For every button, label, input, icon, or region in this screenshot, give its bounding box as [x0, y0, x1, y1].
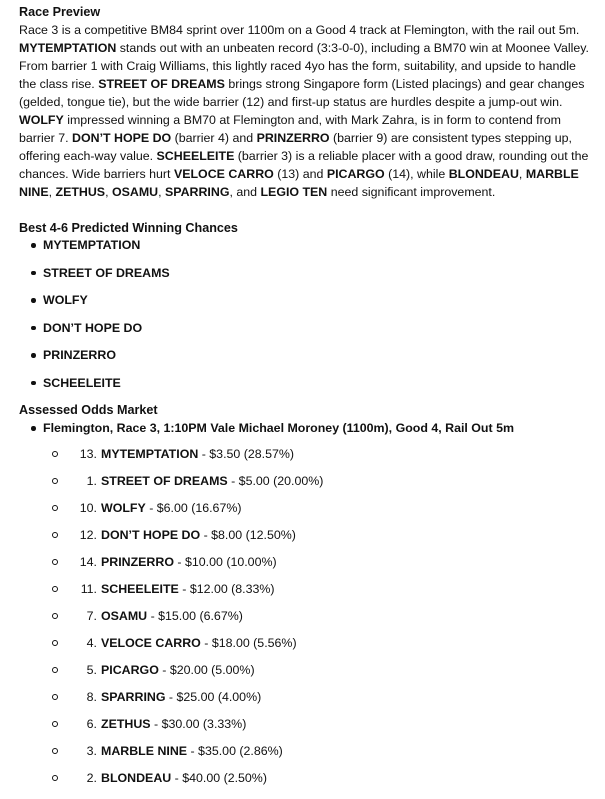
runner-name: SCHEELEITE — [101, 582, 179, 596]
runner-item — [52, 580, 595, 607]
runner-item — [52, 499, 595, 526]
runner-number: 13. — [79, 447, 97, 461]
pick-item: WOLFY — [26, 292, 595, 320]
runner-price: - $30.00 (3.33%) — [150, 717, 247, 731]
runner-number: 2. — [86, 771, 97, 785]
runner-price: - $12.00 (8.33%) — [178, 582, 275, 596]
pick-item: MYTEMPTATION — [26, 237, 595, 265]
runner-item — [52, 634, 595, 661]
best-chances-heading: Best 4-6 Predicted Winning Chances — [19, 221, 238, 235]
runner-item — [52, 553, 595, 580]
runner-name: PRINZERRO — [101, 555, 174, 569]
runner-name: DON’T HOPE DO — [101, 528, 201, 542]
runner-price: - $35.00 (2.86%) — [187, 744, 283, 758]
runner-number: 10. — [79, 501, 97, 515]
runner-item — [52, 661, 595, 688]
runner-price: - $3.50 (28.57%) — [198, 447, 295, 461]
pick-item: SCHEELEITE — [26, 375, 595, 403]
runner-number: 4. — [86, 636, 97, 650]
runner-number: 11. — [80, 582, 97, 596]
runner-price: - $8.00 (12.50%) — [200, 528, 296, 542]
race-preview-heading: Race Preview — [19, 5, 101, 19]
runner-number: 3. — [86, 744, 97, 758]
runner-name: MARBLE NINE — [101, 744, 188, 758]
runner-item — [52, 688, 595, 715]
runner-name: VELOCE CARRO — [101, 636, 201, 650]
runner-number: 12. — [79, 528, 97, 542]
runner-name: PICARGO — [101, 663, 159, 677]
runner-item — [52, 742, 595, 769]
runner-item — [52, 526, 595, 553]
best-chances-list — [19, 237, 595, 402]
race-title: Flemington, Race 3, 1:10PM Vale Michael Moroney (1100m), Good 4, Rail Out 5m — [43, 421, 514, 435]
runners-list — [43, 445, 595, 796]
runner-name: WOLFY — [101, 501, 146, 515]
runner-name: ZETHUS — [101, 717, 151, 731]
race-item — [26, 419, 595, 796]
runner-item — [52, 607, 595, 634]
runner-price: - $18.00 (5.56%) — [200, 636, 297, 650]
odds-market-list — [19, 419, 595, 796]
assessed-odds-heading: Assessed Odds Market — [19, 403, 158, 417]
runner-item — [52, 715, 595, 742]
runner-name: STREET OF DREAMS — [101, 474, 228, 488]
pick-item: DON’T HOPE DO — [26, 320, 595, 348]
runner-item — [52, 445, 595, 472]
runner-number: 14. — [79, 555, 97, 569]
runner-price: - $10.00 (10.00%) — [173, 555, 277, 569]
runner-name: SPARRING — [101, 690, 166, 704]
runner-price: - $40.00 (2.50%) — [171, 771, 267, 785]
runner-price: - $15.00 (6.67%) — [147, 609, 243, 623]
runner-number: 7. — [86, 609, 97, 623]
runner-price: - $25.00 (4.00%) — [165, 690, 262, 704]
race-preview-paragraph: Race 3 is a competitive BM84 sprint over 1100m on a Good 4 track at Flemington, with the rail out 5m. MYTEMPTATION stands out with an unbeaten record (3:3-0-0), including a BM70 win at Moonee Valley. From barrier 1 with Craig Williams, this lightly raced 4yo has the form, suitability, and upside to handle the class rise. STREET OF DREAMS brings strong Singapore form (Listed placings) and gear changes (gelded, tongue tie), but the wide barrier (12) and first-up status are hurdles despite a jump-out win. WOLFY impressed winning a BM70 at Flemington and, with Mark Zahra, is in form to contend from barrier 7. DON’T HOPE DO (barrier 4) and PRINZERRO (barrier 9) are consistent types stepping up, offering each-way value. SCHEELEITE (barrier 3) is a reliable placer with a good draw, rounding out the chances. Wide barriers hurt VELOCE CARRO (13) and PICARGO (14), while BLONDEAU, MARBLE NINE, ZETHUS, OSAMU, SPARRING, and LEGIO TEN need significant improvement. — [19, 23, 589, 199]
runner-price: - $20.00 (5.00%) — [158, 663, 255, 677]
runner-price: - $5.00 (20.00%) — [227, 474, 324, 488]
runner-number: 1. — [86, 474, 97, 488]
runner-number: 5. — [86, 663, 97, 677]
runner-number: 8. — [86, 690, 97, 704]
runner-item — [52, 769, 595, 796]
runner-name: OSAMU — [101, 609, 148, 623]
runner-name: BLONDEAU — [101, 771, 172, 785]
pick-item: PRINZERRO — [26, 347, 595, 375]
runner-item — [52, 472, 595, 499]
pick-item: STREET OF DREAMS — [26, 265, 595, 293]
runner-name: MYTEMPTATION — [101, 447, 199, 461]
runner-number: 6. — [86, 717, 97, 731]
runner-price: - $6.00 (16.67%) — [145, 501, 242, 515]
